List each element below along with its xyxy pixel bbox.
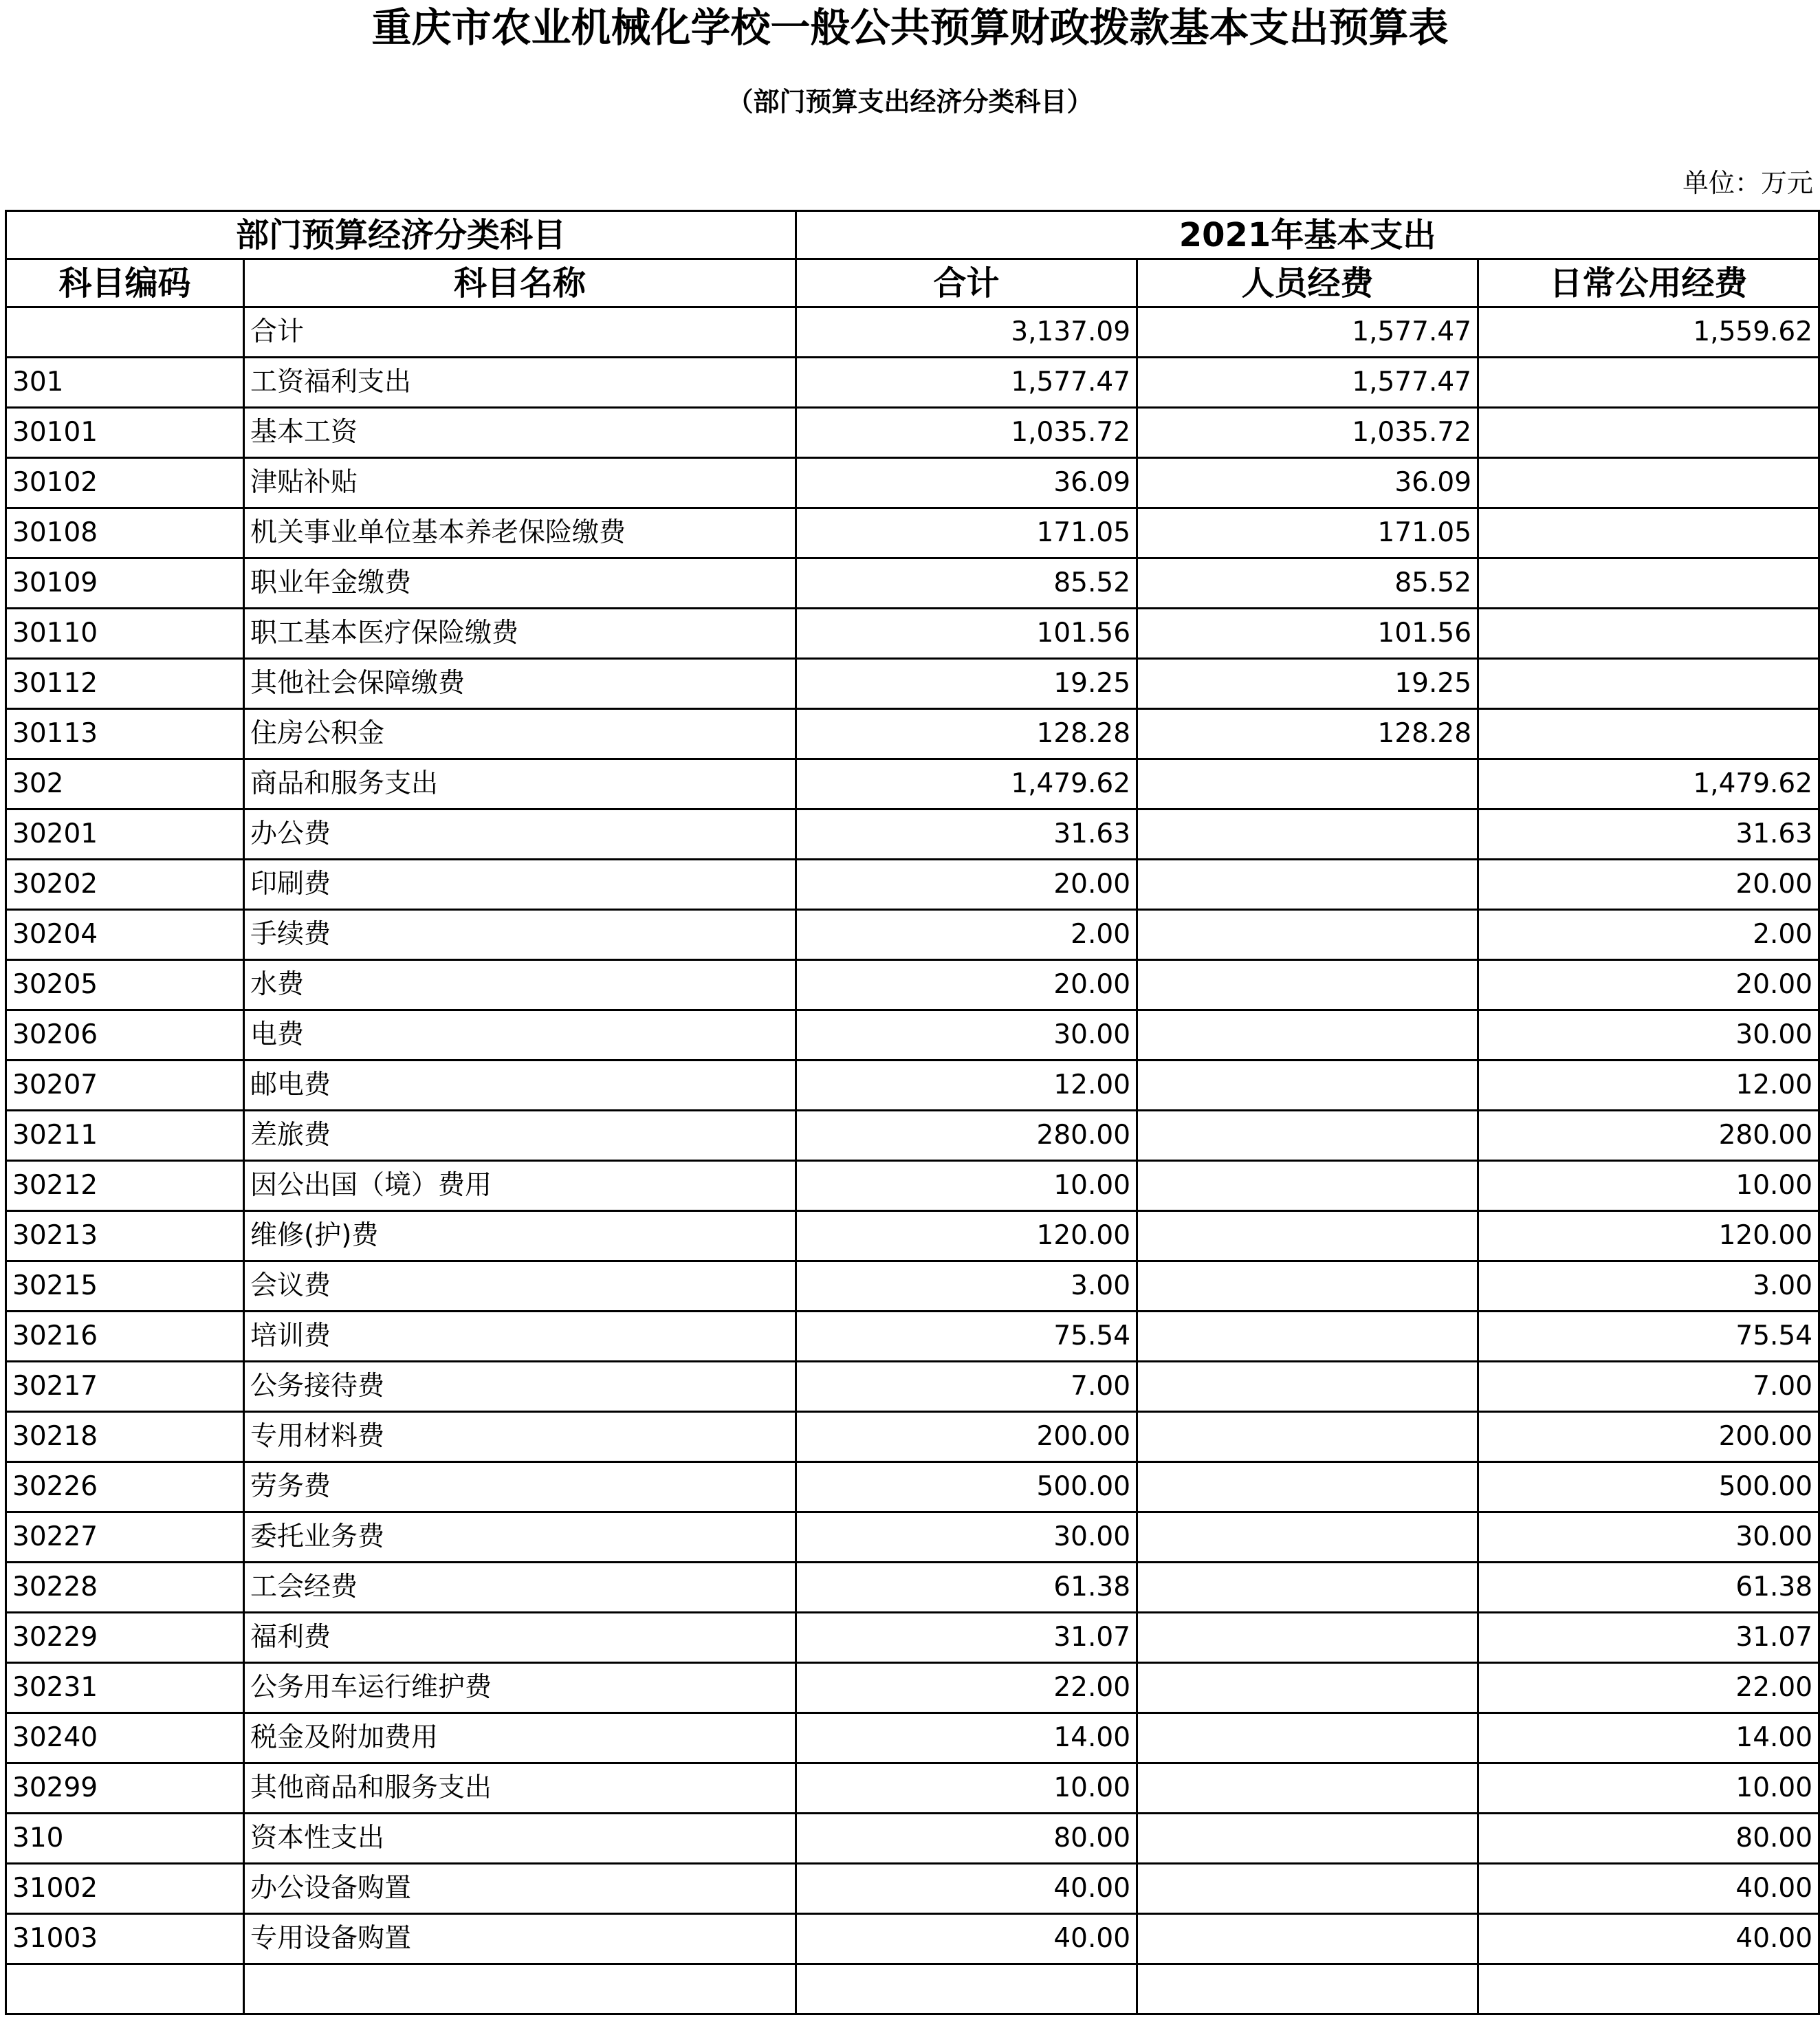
table-row [6,609,1819,659]
cell-personnel: 19.25 [1137,659,1478,709]
cell-code: 30226 [6,1462,244,1512]
cell-personnel: 1,577.47 [1137,358,1478,408]
cell-total: 7.00 [796,1362,1137,1412]
cell-code: 30110 [6,609,244,659]
cell-personnel [1137,1462,1478,1512]
cell-personnel [1137,1613,1478,1663]
cell-total: 171.05 [796,508,1137,558]
cell-public: 20.00 [1478,860,1819,910]
cell-code: 30211 [6,1111,244,1161]
cell-total: 1,035.72 [796,408,1137,458]
cell-personnel: 128.28 [1137,709,1478,759]
cell-personnel [1137,910,1478,960]
cell-name: 资本性支出 [244,1814,796,1864]
table-row [6,1010,1819,1061]
cell-total: 85.52 [796,558,1137,609]
cell-code: 31002 [6,1864,244,1914]
column-header-name: 科目名称 [244,259,796,307]
cell-public: 120.00 [1478,1211,1819,1261]
cell-name: 劳务费 [244,1462,796,1512]
cell-code: 30215 [6,1261,244,1312]
cell-public [1478,1964,1819,2014]
cell-code [6,1964,244,2014]
cell-public: 1,479.62 [1478,759,1819,809]
cell-code: 30213 [6,1211,244,1261]
cell-public [1478,358,1819,408]
cell-total [796,1964,1137,2014]
cell-total: 30.00 [796,1010,1137,1061]
cell-total: 20.00 [796,960,1137,1010]
table-row [6,358,1819,408]
cell-personnel [1137,1010,1478,1061]
unit-label: 单位：万元 [1682,168,1813,198]
table-row [6,910,1819,960]
cell-public [1478,659,1819,709]
cell-public [1478,709,1819,759]
cell-code: 30231 [6,1663,244,1713]
column-header-personnel: 人员经费 [1137,259,1478,307]
cell-code [6,307,244,358]
cell-total: 2.00 [796,910,1137,960]
table-row [6,860,1819,910]
cell-name: 工资福利支出 [244,358,796,408]
cell-code: 30109 [6,558,244,609]
cell-personnel [1137,1412,1478,1462]
table-row [6,307,1819,358]
cell-personnel [1137,1864,1478,1914]
cell-name: 印刷费 [244,860,796,910]
cell-public: 20.00 [1478,960,1819,1010]
cell-personnel [1137,1512,1478,1563]
table-row [6,1763,1819,1814]
cell-name: 税金及附加费用 [244,1713,796,1763]
cell-total: 128.28 [796,709,1137,759]
cell-total: 80.00 [796,1814,1137,1864]
cell-personnel [1137,1362,1478,1412]
cell-public: 10.00 [1478,1763,1819,1814]
table-row [6,1462,1819,1512]
cell-code: 30204 [6,910,244,960]
cell-public: 3.00 [1478,1261,1819,1312]
cell-name: 办公费 [244,809,796,860]
cell-code: 30229 [6,1613,244,1663]
cell-public: 280.00 [1478,1111,1819,1161]
cell-code: 30101 [6,408,244,458]
column-header-total: 合计 [796,259,1137,307]
table-row [6,1713,1819,1763]
cell-personnel [1137,1211,1478,1261]
table-row [6,1061,1819,1111]
cell-personnel [1137,1563,1478,1613]
cell-personnel: 171.05 [1137,508,1478,558]
cell-total: 500.00 [796,1462,1137,1512]
table-row [6,709,1819,759]
column-header-code: 科目编码 [6,259,244,307]
cell-total: 1,479.62 [796,759,1137,809]
table-row [6,1161,1819,1211]
cell-name: 职业年金缴费 [244,558,796,609]
cell-code: 30207 [6,1061,244,1111]
table-row [6,1563,1819,1613]
cell-personnel [1137,759,1478,809]
cell-personnel [1137,1261,1478,1312]
cell-code: 30217 [6,1362,244,1412]
cell-code: 30206 [6,1010,244,1061]
cell-public: 30.00 [1478,1010,1819,1061]
cell-total: 40.00 [796,1914,1137,1964]
cell-public: 40.00 [1478,1914,1819,1964]
cell-name: 公务用车运行维护费 [244,1663,796,1713]
cell-total: 31.63 [796,809,1137,860]
cell-code: 30216 [6,1312,244,1362]
cell-personnel [1137,960,1478,1010]
cell-name: 专用材料费 [244,1412,796,1462]
header-column-row [6,259,1819,307]
table-row [6,1864,1819,1914]
cell-total: 20.00 [796,860,1137,910]
cell-name: 津贴补贴 [244,458,796,508]
cell-name: 差旅费 [244,1111,796,1161]
cell-total: 1,577.47 [796,358,1137,408]
cell-personnel [1137,1312,1478,1362]
cell-total: 10.00 [796,1161,1137,1211]
cell-personnel [1137,809,1478,860]
table-row [6,458,1819,508]
cell-name: 职工基本医疗保险缴费 [244,609,796,659]
cell-public: 2.00 [1478,910,1819,960]
cell-personnel [1137,1914,1478,1964]
cell-public: 61.38 [1478,1563,1819,1613]
table-row [6,1512,1819,1563]
cell-code: 30205 [6,960,244,1010]
cell-name: 因公出国（境）费用 [244,1161,796,1211]
cell-name [244,1964,796,2014]
cell-code: 30212 [6,1161,244,1211]
cell-total: 280.00 [796,1111,1137,1161]
cell-personnel [1137,1814,1478,1864]
cell-personnel [1137,1111,1478,1161]
cell-public: 31.07 [1478,1613,1819,1663]
cell-code: 30202 [6,860,244,910]
cell-personnel: 85.52 [1137,558,1478,609]
cell-total: 61.38 [796,1563,1137,1613]
cell-public: 30.00 [1478,1512,1819,1563]
cell-personnel: 36.09 [1137,458,1478,508]
cell-public: 1,559.62 [1478,307,1819,358]
cell-name: 公务接待费 [244,1362,796,1412]
cell-public: 200.00 [1478,1412,1819,1462]
budget-table [5,210,1820,2015]
cell-public: 500.00 [1478,1462,1819,1512]
cell-total: 3.00 [796,1261,1137,1312]
cell-public [1478,609,1819,659]
table-row [6,1964,1819,2014]
cell-public: 14.00 [1478,1713,1819,1763]
table-row [6,759,1819,809]
cell-total: 101.56 [796,609,1137,659]
cell-code: 30228 [6,1563,244,1613]
cell-name: 合计 [244,307,796,358]
table-row [6,1613,1819,1663]
cell-code: 310 [6,1814,244,1864]
cell-total: 75.54 [796,1312,1137,1362]
table-row [6,1111,1819,1161]
cell-name: 会议费 [244,1261,796,1312]
header-group-row [6,211,1819,259]
table-row [6,1914,1819,1964]
cell-total: 120.00 [796,1211,1137,1261]
table-row [6,1412,1819,1462]
cell-name: 邮电费 [244,1061,796,1111]
cell-public [1478,408,1819,458]
cell-total: 40.00 [796,1864,1137,1914]
cell-public: 80.00 [1478,1814,1819,1864]
cell-public: 22.00 [1478,1663,1819,1713]
cell-public [1478,558,1819,609]
cell-code: 30102 [6,458,244,508]
cell-code: 30299 [6,1763,244,1814]
cell-name: 手续费 [244,910,796,960]
cell-code: 30201 [6,809,244,860]
cell-public: 31.63 [1478,809,1819,860]
cell-personnel: 101.56 [1137,609,1478,659]
cell-total: 31.07 [796,1613,1137,1663]
cell-name: 办公设备购置 [244,1864,796,1914]
cell-code: 302 [6,759,244,809]
cell-name: 水费 [244,960,796,1010]
cell-name: 电费 [244,1010,796,1061]
cell-code: 30227 [6,1512,244,1563]
cell-public: 10.00 [1478,1161,1819,1211]
table-row [6,558,1819,609]
cell-personnel: 1,035.72 [1137,408,1478,458]
cell-total: 10.00 [796,1763,1137,1814]
cell-code: 30108 [6,508,244,558]
header-group-basic-expenditure: 2021年基本支出 [796,211,1819,259]
cell-public [1478,458,1819,508]
table-row [6,1663,1819,1713]
cell-name: 福利费 [244,1613,796,1663]
cell-personnel [1137,1763,1478,1814]
page-title: 重庆市农业机械化学校一般公共预算财政拨款基本支出预算表 [371,4,1449,51]
cell-personnel [1137,1713,1478,1763]
cell-public: 12.00 [1478,1061,1819,1111]
cell-name: 工会经费 [244,1563,796,1613]
cell-personnel: 1,577.47 [1137,307,1478,358]
cell-name: 商品和服务支出 [244,759,796,809]
cell-code: 31003 [6,1914,244,1964]
cell-public: 75.54 [1478,1312,1819,1362]
cell-personnel [1137,1061,1478,1111]
table-body [6,307,1819,2014]
cell-public: 40.00 [1478,1864,1819,1914]
cell-name: 委托业务费 [244,1512,796,1563]
column-header-public: 日常公用经费 [1478,259,1819,307]
cell-total: 22.00 [796,1663,1137,1713]
table-row [6,809,1819,860]
cell-code: 30113 [6,709,244,759]
table-row [6,659,1819,709]
table-row [6,1814,1819,1864]
cell-name: 培训费 [244,1312,796,1362]
cell-public: 7.00 [1478,1362,1819,1412]
cell-code: 301 [6,358,244,408]
cell-name: 基本工资 [244,408,796,458]
cell-name: 其他商品和服务支出 [244,1763,796,1814]
cell-code: 30218 [6,1412,244,1462]
table-row [6,1362,1819,1412]
cell-total: 19.25 [796,659,1137,709]
cell-personnel [1137,1663,1478,1713]
cell-total: 12.00 [796,1061,1137,1111]
cell-code: 30240 [6,1713,244,1763]
cell-name: 机关事业单位基本养老保险缴费 [244,508,796,558]
cell-personnel [1137,860,1478,910]
table-row [6,1312,1819,1362]
cell-name: 专用设备购置 [244,1914,796,1964]
cell-personnel [1137,1161,1478,1211]
table-row [6,1261,1819,1312]
table-row [6,508,1819,558]
cell-name: 其他社会保障缴费 [244,659,796,709]
cell-total: 200.00 [796,1412,1137,1462]
cell-total: 30.00 [796,1512,1137,1563]
cell-personnel [1137,1964,1478,2014]
cell-name: 维修(护)费 [244,1211,796,1261]
table-row [6,1211,1819,1261]
table-row [6,960,1819,1010]
page-subtitle: （部门预算支出经济分类科目） [727,87,1093,117]
cell-name: 住房公积金 [244,709,796,759]
cell-total: 36.09 [796,458,1137,508]
table-row [6,408,1819,458]
header-group-classification: 部门预算经济分类科目 [6,211,796,259]
cell-public [1478,508,1819,558]
cell-total: 14.00 [796,1713,1137,1763]
cell-total: 3,137.09 [796,307,1137,358]
cell-code: 30112 [6,659,244,709]
